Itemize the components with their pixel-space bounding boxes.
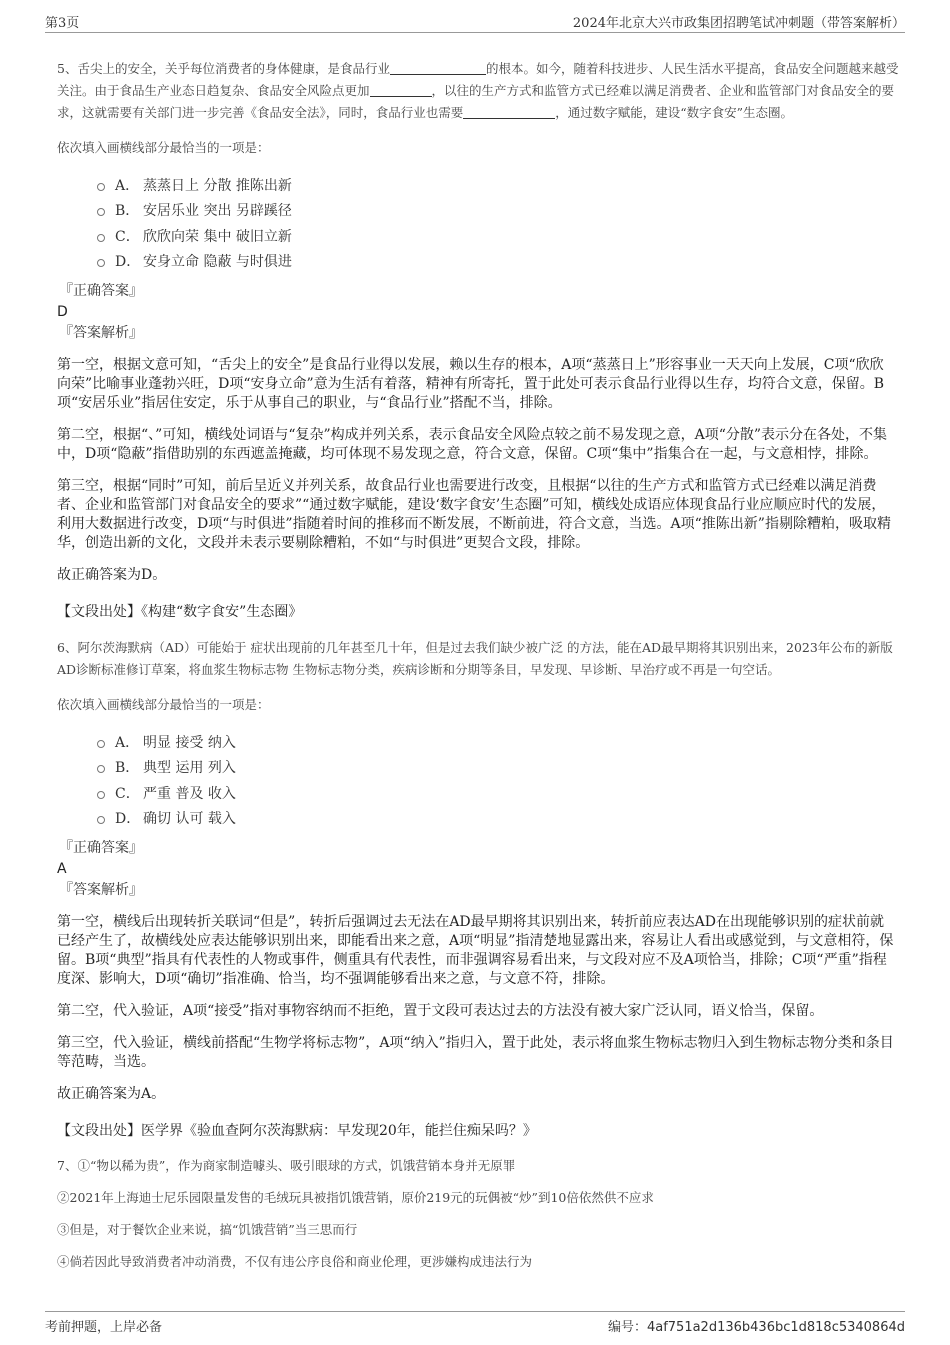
option-c[interactable]: C． 严重 普及 收入 bbox=[97, 780, 905, 806]
option-a[interactable]: A． 明显 接受 纳入 bbox=[97, 729, 905, 755]
answer-value: D bbox=[57, 304, 68, 320]
option-c[interactable]: C． 欣欣向荣 集中 破旧立新 bbox=[97, 223, 905, 249]
blank-1 bbox=[390, 60, 486, 75]
analysis-paragraph: 第二空，代入验证，A项“接受”指对事物容纳而不拒绝，置于文段可表达过去的方法没有被大家广泛认同，语义恰当，保留。 bbox=[57, 1003, 824, 1019]
content bbox=[57, 58, 905, 1270]
source-line: 【文段出处】医学界《验血查阿尔茨海默病：早发现20年，能拦住痴呆吗？》 bbox=[57, 1123, 537, 1139]
footer-slogan: 考前押题，上岸必备 bbox=[45, 1320, 163, 1335]
analysis-conclusion: 故正确答案为D。 bbox=[57, 567, 167, 583]
radio-icon[interactable] bbox=[97, 259, 105, 267]
analysis-paragraph: 第二空，根据“、”可知，横线处词语与“复杂”构成并列关系，表示食品安全风险点较之前不易发现之意，A项“分散”表示分在各处，不集中，D项“隐蔽”指借助别的东西遮盖掩藏，均可体现不易发现之意，符合文意，保留。C项“集中”指集合在一起，与文意相悖，排除。 bbox=[57, 427, 888, 462]
question-6-ask: 依次填入画横线部分最恰当的一项是： bbox=[57, 697, 270, 712]
analysis-paragraph: 第一空，横线后出现转折关联词“但是”，转折后强调过去无法在AD最早期将其识别出来，转折前应表达AD在出现能够识别的症状前就已经产生了，故横线处应表达能够识别出来，即能看出来之意，A项“明显”指清楚地显露出来，容易让人看出或感觉到，与文意相符，保留。B项“典型”指具有代表性的人物或事件，侧重具有代表性，而非强调容易看出来，与文段对应不及A项恰当，排除；C项“严重”指程度深、影响大，D项“确切”指准确、恰当，均不强调能够看出来之意，与文意不符，排除。 bbox=[57, 914, 894, 987]
question-5-text: 5、舌尖上的安全，关乎每位消费者的身体健康，是食品行业 的根本。如今，随着科技进步、人民生活水平提高，食品安全问题越来越受关注。由于食品生产业态日趋复杂、食品安全风险点更加 ，以往的生产方式和监管方式已经难以满足消费者、企业和监管部门对食品安全的要求，这就需要有关部门进一步完善《食品安全法》，同时，食品行业也需要 ，通过数字赋能，建设“数字食安”生态圈。 bbox=[57, 61, 899, 120]
radio-icon[interactable] bbox=[97, 234, 105, 242]
option-b[interactable]: B． 典型 运用 列入 bbox=[97, 755, 905, 781]
question-7-sentence: 7、①“物以稀为贵”，作为商家制造噱头、吸引眼球的方式，饥饿营销本身并无原罪 bbox=[57, 1158, 516, 1173]
radio-icon[interactable] bbox=[97, 183, 105, 191]
blank-3 bbox=[463, 104, 555, 119]
radio-icon[interactable] bbox=[97, 765, 105, 773]
answer-label: 『正确答案』 bbox=[59, 840, 143, 856]
page-header bbox=[45, 10, 905, 33]
analysis-paragraph: 第三空，代入验证，横线前搭配“生物学将标志物”，A项“纳入”指归入，置于此处，表示将血浆生物标志物归入到生物标志物分类和条目等范畴，当选。 bbox=[57, 1035, 894, 1070]
question-7-sentence: ④倘若因此导致消费者冲动消费，不仅有违公序良俗和商业伦理，更涉嫌构成违法行为 bbox=[57, 1254, 533, 1269]
radio-icon[interactable] bbox=[97, 791, 105, 799]
page-number: 第3页 bbox=[45, 16, 80, 31]
question-6-text: 6、阿尔茨海默病（AD）可能始于 症状出现前的几年甚至几十年，但是过去我们缺少被广泛 的方法，能在AD最早期将其识别出来，2023年公布的新版AD诊断标准修订草案，将血浆生物标志物 生物标志物分类，疾病诊断和分期等条目，早发现、早诊断、早治疗或不再是一句空话。 bbox=[57, 640, 893, 677]
question-6-options bbox=[97, 729, 905, 831]
question-7-sentence: ③但是，对于餐饮企业来说，搞“饥饿营销”当三思而行 bbox=[57, 1222, 358, 1237]
radio-icon[interactable] bbox=[97, 740, 105, 748]
radio-icon[interactable] bbox=[97, 816, 105, 824]
question-7-sentence: ②2021年上海迪士尼乐园限量发售的毛绒玩具被指饥饿营销，原价219元的玩偶被“炒”到10倍依然供不应求 bbox=[57, 1190, 654, 1205]
analysis-paragraph: 第一空，根据文意可知，“舌尖上的安全”是食品行业得以发展，赖以生存的根本，A项“蒸蒸日上”形容事业一天天向上发展，C项“欣欣向荣”比喻事业蓬勃兴旺，D项“安身立命”意为生活有着落，精神有所寄托，置于此处可表示食品行业得以生存，均符合文意，保留。B项“安居乐业”指居住安定，乐于从事自己的职业，与“食品行业”搭配不当，排除。 bbox=[57, 357, 884, 411]
page-footer bbox=[45, 1311, 905, 1336]
document-code: 编号：4af751a2d136b436bc1d818c5340864d bbox=[607, 1320, 905, 1335]
document-title: 2024年北京大兴市政集团招聘笔试冲刺题（带答案解析） bbox=[572, 16, 905, 31]
question-5-options bbox=[97, 172, 905, 274]
source-line: 【文段出处】《构建“数字食安”生态圈》 bbox=[57, 604, 303, 620]
option-b[interactable]: B． 安居乐业 突出 另辟蹊径 bbox=[97, 198, 905, 224]
option-a[interactable]: A． 蒸蒸日上 分散 推陈出新 bbox=[97, 172, 905, 198]
answer-label: 『正确答案』 bbox=[59, 283, 143, 299]
question-5-ask: 依次填入画横线部分最恰当的一项是： bbox=[57, 140, 270, 155]
analysis-conclusion: 故正确答案为A。 bbox=[57, 1086, 166, 1102]
blank-2 bbox=[370, 82, 432, 97]
analysis-label: 『答案解析』 bbox=[59, 882, 143, 898]
analysis-label: 『答案解析』 bbox=[59, 325, 143, 341]
analysis-paragraph: 第三空，根据“同时”可知，前后呈近义并列关系，故食品行业也需要进行改变，且根据“以往的生产方式和监管方式已经难以满足消费者、企业和监管部门对食品安全的要求”“通过数字赋能，建设‘数字食安’生态圈”可知，横线处成语应体现食品行业应顺应时代的发展，利用大数据进行改变，D项“与时俱进”指随着时间的推移而不断发展，不断前进，符合文意，当选。A项“推陈出新”指剔除糟粕，吸取精华，创造出新的文化，文段并未表示要剔除糟粕，不如“与时俱进”更契合文段，排除。 bbox=[57, 478, 891, 551]
answer-value: A bbox=[57, 861, 67, 877]
option-d[interactable]: D． 确切 认可 载入 bbox=[97, 806, 905, 832]
option-d[interactable]: D． 安身立命 隐蔽 与时俱进 bbox=[97, 249, 905, 275]
radio-icon[interactable] bbox=[97, 208, 105, 216]
